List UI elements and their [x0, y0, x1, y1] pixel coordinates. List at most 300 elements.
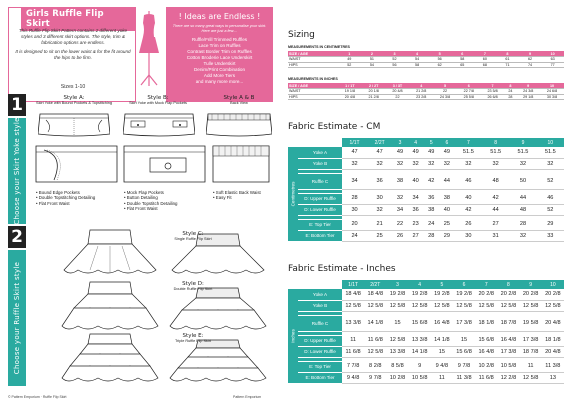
row-label: E: Top Tier [298, 361, 342, 372]
size-header-cell: 10 [542, 280, 564, 289]
style-e-caption [158, 334, 228, 343]
table-row [288, 315, 564, 331]
estimate-cell: 30 [455, 230, 482, 241]
size-cell: 21 2/8 [409, 89, 433, 95]
size-header-cell: 6 [439, 138, 455, 147]
style-a-features [36, 190, 95, 206]
estimate-cell: 32 [342, 158, 367, 169]
estimate-cell: 12 5/8 [520, 300, 542, 311]
size-header-cell: 9 [516, 83, 540, 89]
size-header-cell: 5 [423, 138, 439, 147]
estimate-cell: 51.5 [509, 147, 536, 158]
estimate-cell: 12 5/8 [409, 300, 431, 311]
size-cell: 22 7/8 [457, 89, 481, 95]
table-row [288, 147, 564, 158]
estimate-cell: 12 5/8 [386, 300, 408, 311]
estimate-cell: 14 1/8 [431, 335, 453, 346]
estimate-cell: 27 [482, 219, 509, 230]
estimate-cell: 11 6/8 [342, 346, 364, 357]
feature-item: • Double Topstitching Detailing [36, 195, 95, 200]
style-e-front-drawing-icon [60, 332, 160, 384]
estimate-cell: 25 [439, 219, 455, 230]
size-header-cell: 9 [520, 280, 542, 289]
size-header-cell: 2/2T [364, 280, 386, 289]
estimate-cell: 47 [342, 147, 367, 158]
row-label: Yoke A [298, 147, 342, 158]
size-cell: 60 [474, 57, 497, 63]
size-cell: 58 [406, 62, 429, 68]
estimate-cell: 8 5/8 [386, 361, 408, 372]
estimate-cell: 42 [423, 173, 439, 189]
size-header-cell: 3 [383, 51, 406, 57]
estimate-cell: 12 5/8 [431, 300, 453, 311]
step-2-ruffle-style [8, 226, 276, 386]
size-header-cell: 6 [451, 51, 474, 57]
style-d-front-drawing-icon [60, 280, 160, 332]
size-header-cell: 7 [455, 138, 482, 147]
estimate-cell: 12 5/8 [497, 300, 519, 311]
estimate-cell: 27 [408, 230, 424, 241]
table-row [288, 289, 564, 300]
feature-item: • Soft Elastic Back Waist [213, 190, 261, 195]
size-header-cell: 10 [540, 83, 564, 89]
size-header-cell: 5 [428, 51, 451, 57]
style-c-desc: Single Ruffle Flip Skirt [174, 236, 212, 241]
sizes-label: Sizes 1-10 [60, 84, 86, 90]
row-label: E: Bottom Tier [298, 372, 342, 383]
dress-form-icon [136, 9, 162, 89]
ideas-item: Tulle Underskirt [203, 60, 236, 66]
estimate-cell: 15 6/8 [475, 335, 497, 346]
estimate-cell: 15 [386, 315, 408, 331]
table-row [288, 173, 564, 189]
size-cell: 54 [361, 62, 384, 68]
pattern-title: Girls Ruffle Flip Skirt [21, 7, 135, 31]
size-header-cell: 6 [457, 83, 481, 89]
row-label: E: Top Tier [298, 219, 342, 230]
estimate-cell: 11 6/8 [364, 335, 386, 346]
estimate-cell: 19 2/8 [431, 289, 453, 300]
size-cell: WAIST [288, 57, 338, 63]
size-cell: 51 [361, 57, 384, 63]
size-cell: 20 1/8 [362, 89, 386, 95]
estimate-cell: 12 5/8 [453, 300, 475, 311]
estimate-cell: 10 5/8 [409, 372, 431, 383]
pocket-a-detail-icon [34, 144, 119, 184]
footer-brand: Pattern Emporium [233, 395, 262, 399]
table-header-row [288, 138, 564, 147]
size-cell: 49 [338, 57, 361, 63]
estimate-cell: 20 2/8 [520, 289, 542, 300]
estimate-cell: 40 [408, 173, 424, 189]
size-cell: 20 4/8 [386, 89, 410, 95]
step-2-number: 2 [8, 226, 26, 248]
estimate-cell: 24 [423, 219, 439, 230]
size-cell: WAIST [288, 89, 338, 95]
sizing-title: Sizing [288, 30, 315, 40]
style-c-front-drawing-icon [60, 228, 160, 278]
estimate-cell: 49 [392, 147, 408, 158]
style-e-desc: Triple Ruffle Flip Skirt [174, 338, 212, 343]
fabric-estimate-cm-table [288, 138, 564, 242]
size-header-cell: 9 [519, 51, 542, 57]
size-header-cell: 1/1T [342, 138, 367, 147]
unit-label [288, 289, 298, 383]
estimate-cell: 48 [482, 173, 509, 189]
size-cell: 58 [451, 57, 474, 63]
estimate-cell: 9 4/8 [431, 361, 453, 372]
table-row [288, 335, 564, 346]
estimate-cell: 15 [431, 346, 453, 357]
size-cell: 29 1/8 [516, 94, 540, 100]
estimate-cell: 13 3/8 [342, 315, 364, 331]
estimate-cell: 17 3/8 [520, 335, 542, 346]
estimate-cell: 51.5 [482, 147, 509, 158]
estimate-cell: 46 [537, 193, 564, 204]
estimate-cell: 10 2/8 [475, 361, 497, 372]
size-header-cell: 1 / 1T [338, 83, 362, 89]
estimate-cell: 32 [408, 158, 424, 169]
style-ab-caption [202, 96, 276, 105]
estimate-cell: 38 [423, 204, 439, 215]
title-box [8, 7, 136, 102]
style-d-back-drawing-icon [168, 286, 268, 332]
estimate-cell: 13 3/8 [409, 335, 431, 346]
estimate-cell: 50 [509, 173, 536, 189]
row-label: D: Lower Ruffle [298, 346, 342, 357]
size-header-cell: 3 [386, 280, 408, 289]
size-cell: HIPS [288, 62, 338, 68]
estimate-cell: 9 [409, 361, 431, 372]
estimate-cell: 12 5/8 [364, 300, 386, 311]
pocket-b-detail-icon [122, 144, 207, 184]
inch-caption: MEASUREMENTS IN INCHES [288, 77, 338, 81]
estimate-cell: 12 5/8 [520, 372, 542, 383]
row-label: D: Upper Ruffle [298, 193, 342, 204]
estimate-cell: 18 4/8 [342, 289, 364, 300]
estimate-cell: 52 [537, 173, 564, 189]
size-header-cell: 2/2T [367, 138, 392, 147]
estimate-cell: 36 [367, 173, 392, 189]
fabric-estimate-cm-title: Fabric Estimate - CM [288, 122, 381, 132]
estimate-cell: 15 [453, 335, 475, 346]
estimate-cell: 23 [408, 219, 424, 230]
size-cell: 74 [519, 62, 542, 68]
yoke-a-drawing-icon [38, 112, 110, 138]
table-row [288, 158, 564, 169]
table-row [288, 361, 564, 372]
style-c-caption [158, 232, 228, 241]
estimate-cell: 52 [537, 204, 564, 215]
size-cell: 22 [433, 89, 457, 95]
cm-caption: MEASUREMENTS IN CENTIMETRES [288, 45, 350, 49]
size-cell: 26 6/8 [481, 94, 505, 100]
size-cell: 62 [428, 62, 451, 68]
estimate-cell: 13 3/8 [386, 346, 408, 357]
ideas-item: Lace Trim on Ruffles [198, 43, 241, 49]
size-cell: HIPS [288, 94, 338, 100]
unit-label [288, 147, 298, 241]
blank-cell [298, 280, 342, 289]
size-header-cell: SIZE / AGE [288, 51, 338, 57]
estimate-cell: 30 [367, 193, 392, 204]
size-header-cell: 7 [475, 280, 497, 289]
size-header-cell: 4 [409, 280, 431, 289]
estimate-cell: 28 [509, 219, 536, 230]
size-cell: 52 [383, 57, 406, 63]
size-cell: 30 3/8 [540, 94, 564, 100]
feature-item: • Bound Edge Pockets [36, 190, 95, 195]
estimate-cell: 28 [342, 193, 367, 204]
size-cell: 20 4/8 [338, 94, 362, 100]
estimate-cell: 44 [509, 193, 536, 204]
style-b-desc: Skirt Yoke with Mock Flap Pockets [129, 100, 187, 105]
estimate-cell: 38 [439, 193, 455, 204]
size-cell: 63 [541, 57, 564, 63]
estimate-cell: 15 6/8 [409, 315, 431, 331]
estimate-cell: 32 [367, 204, 392, 215]
estimate-cell: 20 2/8 [497, 289, 519, 300]
estimate-cell: 11 3/8 [453, 372, 475, 383]
estimate-cell: 12 5/8 [542, 300, 564, 311]
step-1-label-text: Choose your Skirt Yoke style [13, 117, 21, 225]
size-cell: 77 [541, 62, 564, 68]
estimate-cell: 42 [482, 193, 509, 204]
size-cell: 54 [406, 57, 429, 63]
style-d-desc: Double Ruffle Flip Skirt [173, 286, 213, 291]
estimate-cell: 44 [482, 204, 509, 215]
estimate-cell: 34 [342, 173, 367, 189]
size-header-cell: 8 [497, 280, 519, 289]
size-header-cell: 6 [453, 280, 475, 289]
estimate-cell: 32 [367, 158, 392, 169]
step-1-label [8, 118, 26, 224]
estimate-cell: 13 [542, 372, 564, 383]
size-cell: 56 [428, 57, 451, 63]
feature-item: • Double Topstitch Detailing [124, 201, 177, 206]
estimate-cell: 49 [439, 147, 455, 158]
estimate-cell: 32 [509, 230, 536, 241]
estimate-cell: 18 1/8 [542, 335, 564, 346]
size-header-cell: 10 [537, 138, 564, 147]
sizing-panel [282, 0, 570, 407]
feature-item: • Flat Front Waist [124, 206, 177, 211]
estimate-cell: 32 [509, 158, 536, 169]
estimate-cell: 17 3/8 [497, 346, 519, 357]
ideas-box [166, 7, 273, 102]
estimate-cell: 14 1/8 [364, 315, 386, 331]
row-label: Yoke B [298, 300, 342, 311]
estimate-cell: 49 [423, 147, 439, 158]
estimate-cell: 17 3/8 [453, 315, 475, 331]
ideas-item: and many more more... [195, 78, 244, 84]
style-ab-desc: Back View [230, 100, 248, 105]
estimate-cell: 40 [455, 193, 482, 204]
ideas-title: ! Ideas are Endless ! [178, 12, 261, 21]
style-e-back-drawing-icon [168, 338, 268, 384]
size-header-cell: 5 [433, 83, 457, 89]
estimate-cell: 20 2/8 [542, 289, 564, 300]
size-header-cell: 1/1T [342, 280, 364, 289]
fabric-estimate-inch-title: Fabric Estimate - Inches [288, 264, 396, 274]
estimate-cell: 12 5/8 [364, 346, 386, 357]
estimate-cell: 20 2/8 [475, 289, 497, 300]
sizing-cm-table [288, 51, 564, 68]
estimate-cell: 21 [367, 219, 392, 230]
blank-cell [298, 138, 342, 147]
estimate-cell: 20 4/8 [542, 315, 564, 331]
estimate-cell: 30 [342, 204, 367, 215]
footer-copyright: © Pattern Emporium · Ruffle Flip Skirt [8, 395, 67, 399]
feature-item: • Easy Fit [213, 195, 261, 200]
table-row [288, 346, 564, 357]
row-label: Ruffle C [298, 173, 342, 189]
estimate-cell: 29 [439, 230, 455, 241]
style-b-title: Style B: [147, 95, 169, 101]
pattern-overview-panel [0, 0, 280, 407]
estimate-cell: 34 [392, 204, 408, 215]
estimate-cell: 48 [509, 204, 536, 215]
step-1-yoke-style [8, 94, 276, 224]
intro-text [15, 28, 131, 65]
size-cell: 65 [451, 62, 474, 68]
intro-paragraph-1: This Ruffle Flip Skirt Pattern contains 2 different yoke styles and 3 different skirt options. The style, trim & fabrication options are endless. [18, 28, 128, 45]
style-b-features [124, 190, 177, 212]
size-cell: 19 1/8 [338, 89, 362, 95]
table-row [288, 300, 564, 311]
size-cell: 21 2/8 [362, 94, 386, 100]
size-cell: 22 [386, 94, 410, 100]
ideas-subtitle: There are so many great ways to personalise your skirt. Here are just a few.... [172, 24, 267, 33]
estimate-cell: 9 7/8 [453, 361, 475, 372]
style-c-title: Style C: [182, 231, 204, 237]
size-cell: 71 [496, 62, 519, 68]
estimate-cell: 49 [408, 147, 424, 158]
size-header-cell: 1 [338, 51, 361, 57]
estimate-cell: 34 [408, 193, 424, 204]
unit-label-text: Centimetres [290, 181, 296, 207]
estimate-cell: 33 [537, 230, 564, 241]
size-header-cell: SIZE / AGE [288, 83, 338, 89]
fabric-estimate-inch-table [288, 280, 564, 384]
estimate-cell: 51.5 [537, 147, 564, 158]
estimate-cell: 32 [482, 158, 509, 169]
blank-cell [288, 280, 298, 289]
table-header-row [288, 280, 564, 289]
yoke-back-drawing-icon [206, 112, 272, 138]
estimate-cell: 19 5/8 [520, 315, 542, 331]
size-cell: 23 2/8 [409, 94, 433, 100]
estimate-cell: 36 [423, 193, 439, 204]
table-row [288, 193, 564, 204]
size-cell: 56 [383, 62, 406, 68]
estimate-cell: 18 7/8 [520, 346, 542, 357]
table-row [288, 219, 564, 230]
header [8, 7, 273, 102]
size-header-cell: 2 / 2T [362, 83, 386, 89]
size-cell: 68 [474, 62, 497, 68]
estimate-cell: 18 1/8 [475, 315, 497, 331]
estimate-cell: 20 4/8 [542, 346, 564, 357]
ideas-item: Denim/Print Combination [193, 66, 246, 72]
size-header-cell: 5 [431, 280, 453, 289]
estimate-cell: 46 [455, 173, 482, 189]
size-header-cell: 2 [361, 51, 384, 57]
estimate-cell: 20 [342, 219, 367, 230]
size-cell: 62 [519, 57, 542, 63]
table-row [288, 62, 564, 68]
estimate-cell: 11 [431, 372, 453, 383]
estimate-cell: 36 [408, 204, 424, 215]
style-d-title: Style D: [182, 281, 204, 287]
row-label: Yoke A [298, 289, 342, 300]
size-header-cell: 7 [481, 83, 505, 89]
estimate-cell: 32 [439, 158, 455, 169]
estimate-cell: 12 5/8 [475, 300, 497, 311]
row-label: Ruffle C [298, 315, 342, 331]
table-row [288, 230, 564, 241]
size-header-cell: 10 [541, 51, 564, 57]
intro-paragraph-2: It is designed to sit on the lower waist & for the fit around the hips to be firm. [15, 49, 131, 61]
size-header-cell: 4 [406, 51, 429, 57]
style-d-caption [158, 282, 228, 291]
size-cell: 24 6/8 [540, 89, 564, 95]
size-cell: 61 [496, 57, 519, 63]
ideas-item: Cotton Broderie Lace Underskirt [186, 54, 253, 60]
estimate-cell: 38 [392, 173, 408, 189]
size-cell: 25 5/8 [457, 94, 481, 100]
estimate-cell: 18 7/8 [497, 315, 519, 331]
estimate-cell: 32 [392, 193, 408, 204]
estimate-cell: 31 [482, 230, 509, 241]
table-row [288, 204, 564, 215]
estimate-cell: 19 2/8 [453, 289, 475, 300]
size-header-cell: 9 [509, 138, 536, 147]
size-header-cell: 7 [474, 51, 497, 57]
size-header-cell: 3 [392, 138, 408, 147]
estimate-cell: 44 [439, 173, 455, 189]
estimate-cell: 11 [342, 335, 364, 346]
feature-item: • Mock Flap Pockets [124, 190, 177, 195]
size-header-cell: 4 [409, 83, 433, 89]
row-label: Yoke B [298, 158, 342, 169]
step-2-label [8, 250, 26, 386]
yoke-b-drawing-icon [123, 112, 195, 138]
style-a-title: Style A: [63, 95, 85, 101]
size-header-cell: 8 [504, 83, 516, 89]
size-header-cell: 8 [482, 138, 509, 147]
feature-item: • Flat Front Waist [36, 201, 95, 206]
estimate-cell: 18 4/8 [364, 289, 386, 300]
estimate-cell: 16 4/8 [431, 315, 453, 331]
estimate-cell: 28 [423, 230, 439, 241]
estimate-cell: 25 [367, 230, 392, 241]
estimate-cell: 51.5 [455, 147, 482, 158]
style-a-desc: Skirt Yoke with Bound Pockets & Topstitching [36, 100, 112, 105]
row-label: D: Upper Ruffle [298, 335, 342, 346]
size-header-cell: 4 [408, 138, 424, 147]
table-row [288, 94, 564, 100]
size-header-cell: 8 [496, 51, 519, 57]
estimate-cell: 26 [392, 230, 408, 241]
style-b-caption [118, 96, 198, 105]
estimate-cell: 11 6/8 [475, 372, 497, 383]
sizing-inch-table [288, 83, 564, 100]
size-cell: 24 3/8 [433, 94, 457, 100]
estimate-cell: 14 1/8 [409, 346, 431, 357]
ideas-item: Contrast Border Trim on Ruffles [187, 49, 252, 54]
estimate-cell: 9 4/8 [342, 372, 364, 383]
